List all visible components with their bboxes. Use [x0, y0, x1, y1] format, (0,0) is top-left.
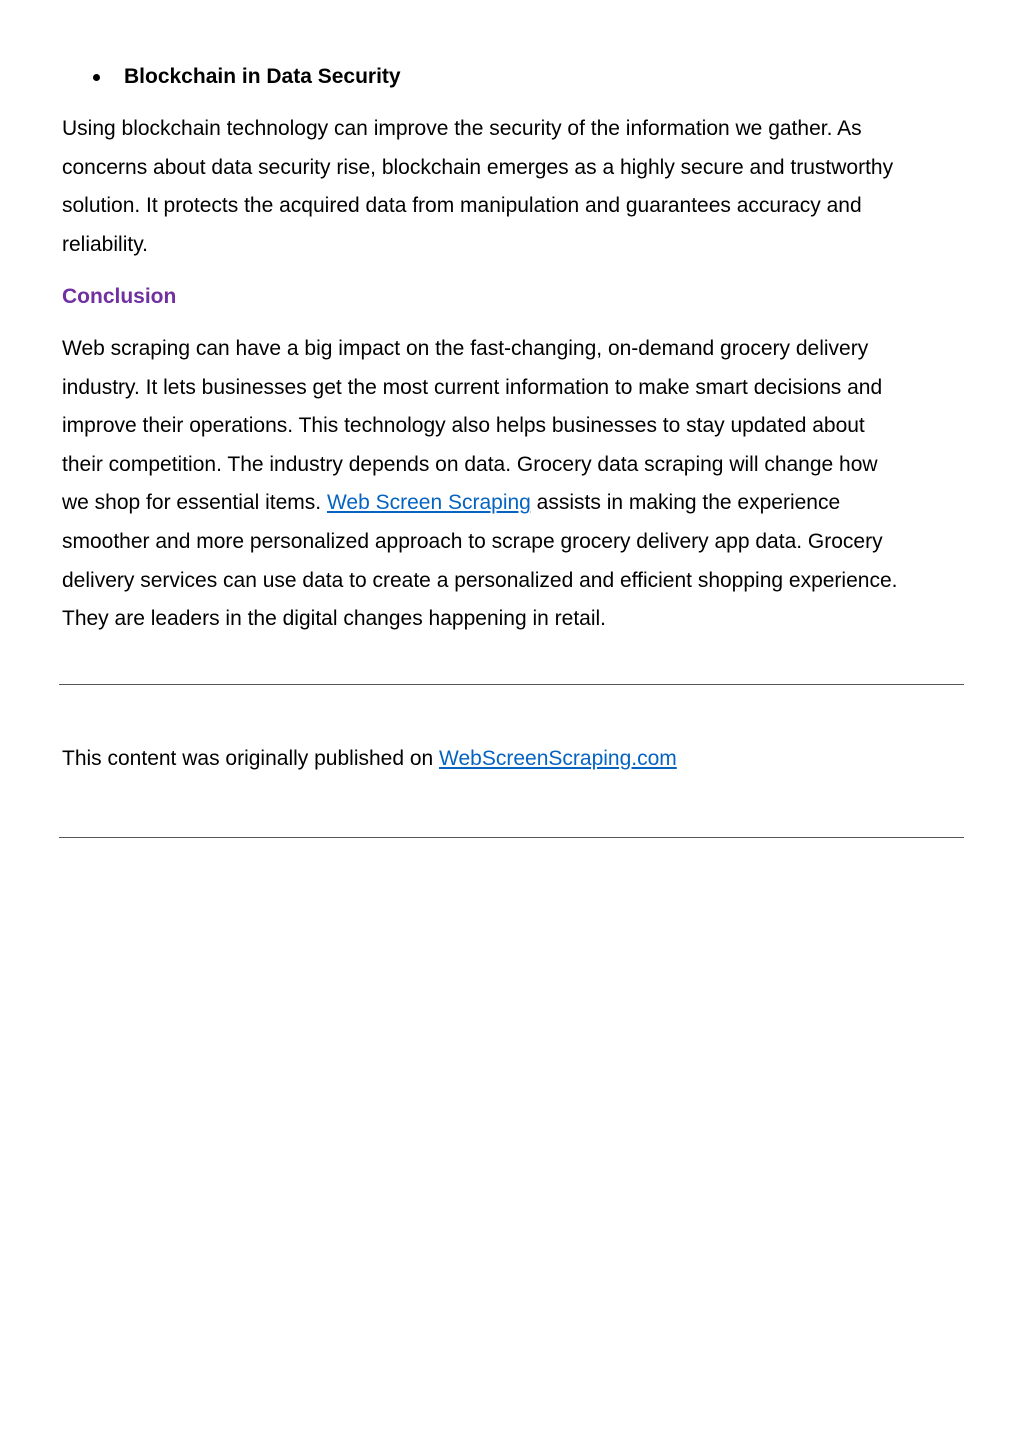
- link-line-suffix: assists in making the experience: [530, 491, 841, 515]
- bullet-heading: Blockchain in Data Security: [124, 65, 401, 88]
- paragraph-line: industry. It lets businesses get the most current information to make smart decisions and: [62, 375, 883, 399]
- paragraph-line: Web scraping can have a big impact on the fast-changing, on-demand grocery delivery: [62, 337, 869, 360]
- paragraph-line: They are leaders in the digital changes happening in retail.: [62, 607, 607, 631]
- paragraph-line: solution. It protects the acquired data from manipulation and guarantees accuracy and: [62, 194, 862, 218]
- bullet-dot-icon: [93, 74, 100, 81]
- conclusion-heading: Conclusion: [62, 285, 177, 308]
- paragraph-line-with-link: [62, 484, 967, 523]
- paragraph-line: reliability.: [62, 232, 148, 256]
- publication-note-prefix: This content was originally published on: [62, 747, 440, 770]
- paragraph-line: Using blockchain technology can improve the security of the information we gather. As: [62, 117, 862, 140]
- bullet-item: [93, 62, 401, 92]
- conclusion-paragraph: [62, 330, 967, 639]
- paragraph-line: smoother and more personalized approach to scrape grocery delivery app data. Grocery: [62, 529, 883, 553]
- paragraph-line: delivery services can use data to create a personalized and efficient shopping experience.: [62, 568, 898, 592]
- publication-note: [62, 744, 677, 774]
- paragraph-line: concerns about data security rise, blockchain emerges as a highly secure and trustworthy: [62, 155, 894, 179]
- blockchain-paragraph: [62, 110, 967, 264]
- paragraph-line: their competition. The industry depends on data. Grocery data scraping will change how: [62, 452, 878, 476]
- web-screen-scraping-link[interactable]: Web Screen Scraping: [326, 491, 531, 515]
- paragraph-line: improve their operations. This technology also helps businesses to stay updated about: [62, 414, 865, 438]
- link-line-prefix: we shop for essential items.: [62, 491, 327, 515]
- webscreenscraping-site-link[interactable]: WebScreenScraping.com: [439, 747, 677, 770]
- horizontal-rule-bottom: [59, 837, 964, 838]
- horizontal-rule-top: [59, 684, 964, 685]
